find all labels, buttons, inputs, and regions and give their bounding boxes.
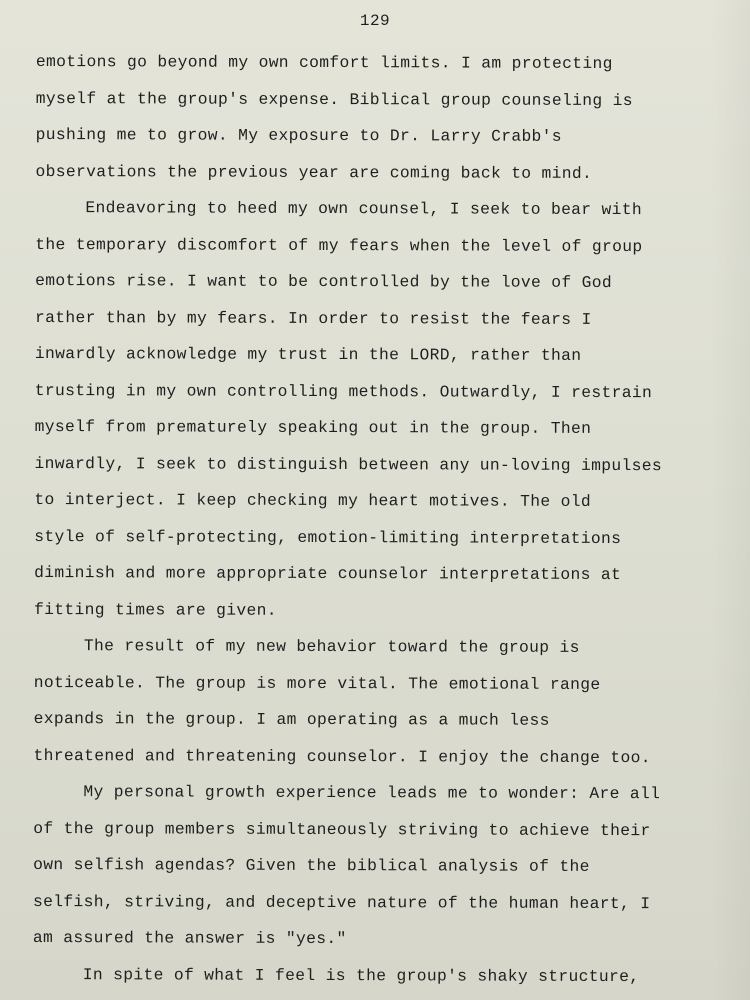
text-line: observations the previous year are coming back to mind. [35,161,593,183]
text-line: emotions go beyond my own comfort limits. I am protecting [35,51,613,74]
body-text [33,44,726,995]
text-line: noticeable. The group is more vital. The emotional range [33,672,601,694]
text-line: expands in the group. I am operating as a much less [33,708,550,730]
text-line: inwardly, I seek to distinguish between any un-loving impulses [34,453,663,475]
text-line: am assured the answer is "yes." [32,927,347,949]
text-line: myself from prematurely speaking out in the group. Then [34,416,592,438]
text-line: pushing me to grow. My exposure to Dr. Larry Crabb's [35,124,562,146]
text-line: inwardly acknowledge my trust in the LORD, rather than [34,343,582,365]
text-line: trusting in my own controlling methods. Outwardly, I restrain [34,380,653,402]
text-line: fitting times are given. [33,599,277,620]
paragraph-start-line: My personal growth experience leads me to wonder: Are all [83,782,661,804]
text-line: selfish, striving, and deceptive nature of the human heart, I [32,891,651,913]
text-line: diminish and more appropriate counselor interpretations at [34,562,622,585]
paragraph-start-line: In spite of what I feel is the group's shaky structure, [82,964,640,986]
text-line: the temporary discomfort of my fears when the level of group [35,234,643,256]
text-line: threatened and threatening counselor. I enjoy the change too. [33,745,651,767]
text-line: rather than by my fears. In order to resist the fears I [35,307,592,329]
text-line: style of self-protecting, emotion-limiting interpretations [34,526,622,548]
page-number: 129 [359,12,391,30]
text-line: to interject. I keep checking my heart motives. The old [34,489,592,511]
text-line: own selfish agendas? Given the biblical analysis of the [33,854,590,876]
text-line: myself at the group's expense. Biblical group counseling is [35,88,633,110]
text-line: of the group members simultaneously striving to achieve their [33,818,651,840]
paragraph-start-line: Endeavoring to heed my own counsel, I seek to bear with [85,198,643,220]
paragraph-start-line: The result of my new behavior toward the group is [83,636,580,657]
text-line: emotions rise. I want to be controlled by the love of God [35,270,613,293]
